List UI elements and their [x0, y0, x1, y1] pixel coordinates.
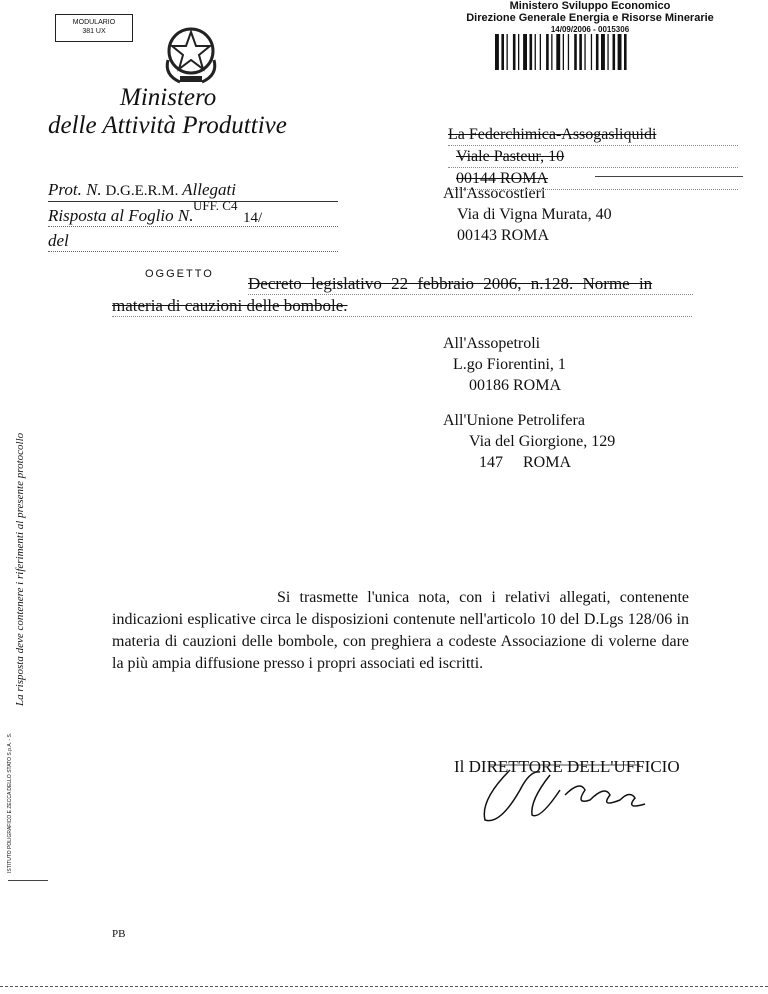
ministry-name-line2: delle Attività Produttive: [48, 112, 287, 139]
oggetto-line2: [112, 296, 692, 317]
recipient-2-city: 00143 ROMA: [457, 227, 550, 244]
recipient-3-name: All'Assopetroli: [443, 335, 541, 352]
modulario-box: [55, 14, 133, 42]
recipient-3: [443, 333, 733, 396]
recipient-4-street: Via del Giorgione, 129: [469, 433, 616, 450]
risposta-label: Risposta al Foglio N.: [48, 206, 194, 225]
body-paragraph: Si trasmette l'unica nota, con i relativi allegati, contenente indicazioni esplicative circa le disposizioni contenute nell'articolo 10 del D.Lgs 128/06 in materia di cauzioni delle bombole, con preghiera a codeste Associazione di volerne dare la più ampia diffusione presso i propri associati ed iscritti.: [112, 589, 689, 672]
modulario-line1: MODULARIO: [72, 19, 116, 26]
allegati-label: Allegati: [182, 180, 236, 199]
recipient-4-name: All'Unione Petrolifera: [443, 412, 585, 429]
protocol-form: [48, 180, 338, 252]
ministry-name-line1: Ministero: [120, 84, 217, 111]
modulario-line2: 381 UX: [82, 28, 106, 35]
signature-title: Il DIRETTORE DELL'UFFICIO: [454, 757, 680, 776]
footer-initials: PB: [112, 928, 126, 940]
protocol-number: 14/09/2006 - 0015306: [550, 25, 630, 34]
oggetto-line1: Decreto legislativo 22 febbraio 2006, n.128. Norme in: [248, 274, 693, 295]
side-note: La risposta deve contenere i riferimenti al presente protocollo: [14, 432, 26, 706]
recipient-2: [443, 183, 733, 246]
ufficio-code: UFF. C4: [193, 198, 238, 213]
signature-scribble-icon: [470, 760, 670, 830]
recipient-1: [448, 124, 738, 190]
recipient-2-name: All'Assocostieri: [443, 185, 546, 202]
recipient-4: [443, 410, 733, 473]
protocol-direzione: Direzione Generale Energia e Risorse Minerarie: [466, 12, 714, 24]
recipient-3-street: L.go Fiorentini, 1: [453, 356, 566, 373]
prot-label: Prot. N.: [48, 180, 102, 199]
recipient-1-name: La Federchimica-Assogasliquidi: [448, 124, 738, 146]
divider: [595, 176, 743, 177]
recipient-1-street: Viale Pasteur, 10: [448, 146, 738, 168]
recipient-3-city: 00186 ROMA: [469, 377, 562, 394]
margin-line: [8, 880, 48, 881]
page-bottom-line: [0, 986, 768, 987]
prot-value: D.G.E.R.M.: [105, 183, 179, 199]
side-printer: ISTITUTO POLIGRAFICO E ZECCA DELLO STATO S.p.A. - S.: [7, 732, 13, 873]
recipient-2-street: Via di Vigna Murata, 40: [457, 206, 612, 223]
recipient-4-city: 147 ROMA: [479, 454, 572, 471]
oggetto-line2-text: materia di cauzioni delle bombole.: [112, 296, 348, 315]
del-label: del: [48, 231, 69, 250]
protocol-ministry: Ministero Sviluppo Economico: [509, 0, 671, 12]
reply-number: 14/: [243, 210, 263, 226]
italian-emblem-icon: [160, 20, 222, 86]
barcode-icon: [495, 34, 655, 70]
protocol-header: [445, 0, 735, 36]
oggetto-label: OGGETTO: [145, 268, 214, 280]
recipient-1-city: 00144 ROMA: [448, 168, 738, 190]
